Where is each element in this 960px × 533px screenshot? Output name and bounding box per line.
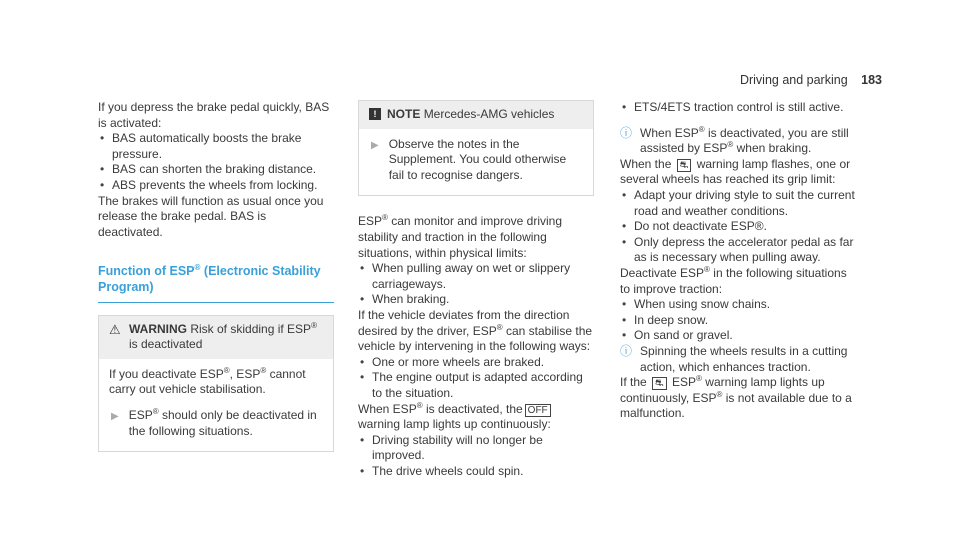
esp-deactivated: When ESP® is deactivated, the OFF warning lamp lights up continuously: (358, 400, 551, 432)
column-left (98, 100, 334, 452)
list-item: • ABS prevents the wheels from locking. (98, 178, 334, 194)
exclamation-icon: ! (369, 108, 381, 120)
list-item: • When using snow chains. (620, 297, 856, 313)
list-item: • One or more wheels are braked. (358, 355, 594, 371)
list-item: • BAS can shorten the braking distance. (98, 162, 334, 178)
lamp-flashes: When the ⛐ warning lamp flashes, one or several wheels has reached its grip limit: (620, 156, 851, 187)
list-item: • When pulling away on wet or slippery carriageways. (358, 261, 594, 292)
tip-box: ⓘ When ESP® is deactivated, you are still assisted by ESP® when braking. (620, 124, 849, 156)
list-item: • The drive wheels could spin. (358, 464, 594, 480)
esp-malfunction: If the ⛐ ESP® warning lamp lights up continuously, ESP® is not available due to a malfunction. (620, 374, 852, 421)
esp-interventions-list (358, 355, 594, 402)
arrow-right-icon: ▶ (371, 139, 379, 151)
list-item: • When braking. (358, 292, 594, 308)
list-item: • ETS/4ETS traction control is still active. (620, 100, 856, 116)
section-title-esp: Function of ESP® (Electronic Stability Program) (98, 264, 334, 302)
esp-intro: ESP® can monitor and improve driving stability and traction in the following situations, within physical limits: (358, 213, 563, 260)
list-item: • Driving stability will no longer be improved. (358, 433, 594, 464)
list-item: • In deep snow. (620, 313, 856, 329)
list-item: • On sand or gravel. (620, 328, 856, 344)
page-header (740, 73, 882, 87)
grip-limit-list (620, 188, 856, 266)
note-label: NOTE (387, 107, 421, 121)
bas-list (98, 131, 334, 193)
arrow-right-icon: ▶ (111, 410, 119, 422)
ets-list (620, 100, 856, 116)
info-icon: ⓘ (620, 125, 633, 140)
warning-header: ⚠ WARNING Risk of skidding if ESP® is deactivated (99, 316, 333, 359)
warning-body: If you deactivate ESP®, ESP® cannot carry out vehicle stabilisation. ▶ ESP® should only be deactivated in the following situations. (99, 359, 333, 451)
esp-off-lamp-icon: OFF (525, 404, 551, 417)
list-item: • Adapt your driving style to suit the current road and weather conditions. (620, 188, 856, 219)
deactivate-esp: Deactivate ESP® in the following situations to improve traction: (620, 264, 847, 296)
list-item: • Do not deactivate ESP®. (620, 219, 856, 235)
page-number: 183 (861, 73, 882, 87)
note-box (358, 100, 594, 196)
warning-label: WARNING (129, 321, 187, 336)
bas-after: The brakes will function as usual once you release the brake pedal. BAS is deactivated. (98, 193, 324, 239)
info-icon: ⓘ (620, 343, 633, 358)
esp-deactivated-list (358, 433, 594, 480)
section-name: Driving and parking (739, 73, 848, 87)
column-right (620, 100, 856, 422)
warning-instruction: ▶ ESP® should only be deactivated in the following situations. (111, 406, 317, 438)
bas-intro: If you depress the brake pedal quickly, BAS is activated: (98, 100, 330, 130)
traction-situations-list (620, 297, 856, 344)
note-header: ! NOTE Mercedes-AMG vehicles (359, 101, 593, 129)
skid-warning-lamp-icon: ⛐ (652, 377, 667, 390)
list-item: • BAS automatically boosts the brake pressure. (98, 131, 334, 162)
tip-box: ⓘ Spinning the wheels results in a cutting action, which enhances traction. (620, 343, 848, 374)
skid-warning-lamp-icon: ⛐ (677, 159, 692, 172)
esp-deviation: If the vehicle deviates from the direction desired by the driver, ESP® can stabilise the vehicle by intervening in the following ways: (358, 307, 593, 354)
list-item: • Only depress the accelerator pedal as far as is necessary when pulling away. (620, 235, 856, 266)
warning-box (98, 315, 334, 453)
note-body: ▶ Observe the notes in the Supplement. You could otherwise fail to recognise dangers. (371, 136, 567, 182)
column-middle (358, 100, 594, 479)
list-item: • The engine output is adapted according to the situation. (358, 370, 594, 401)
esp-situations-list (358, 261, 594, 308)
warning-triangle-icon: ⚠ (109, 321, 121, 337)
